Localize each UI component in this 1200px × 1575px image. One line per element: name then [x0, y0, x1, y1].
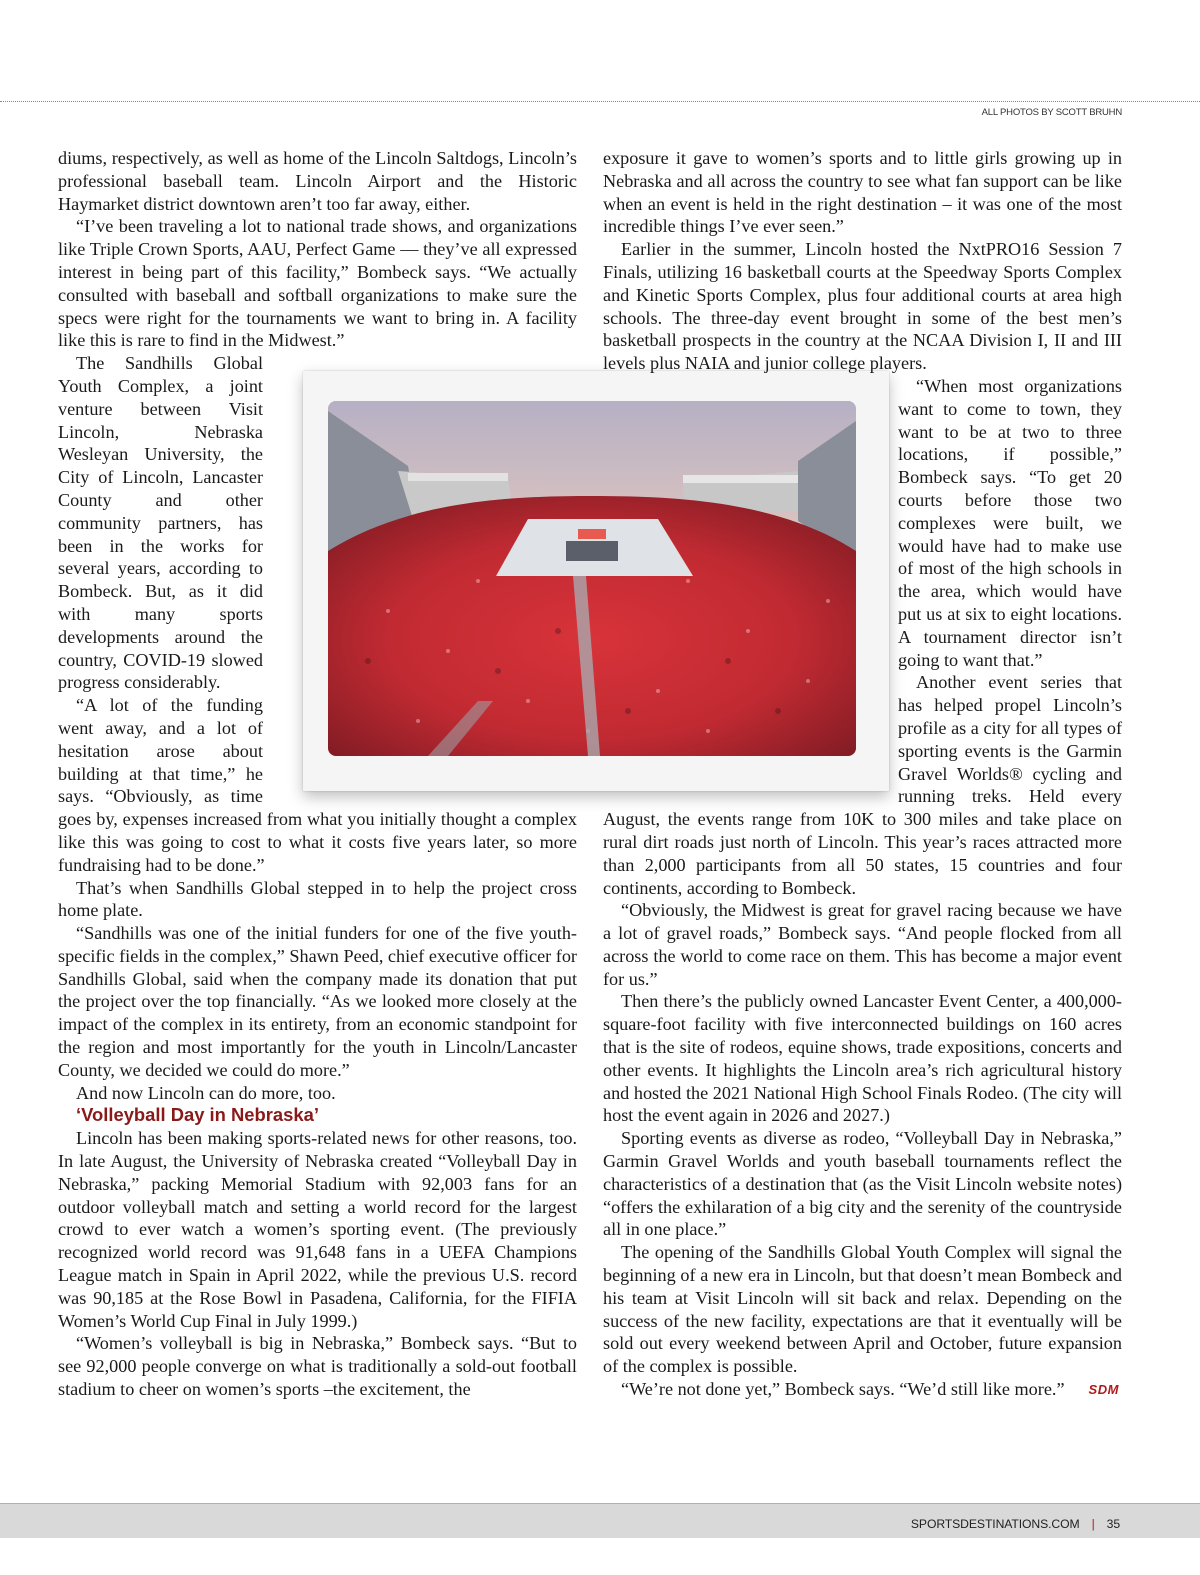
paragraph: The Sandhills Global Youth Complex, a joint venture between Visit Lincoln, Nebraska Wesleyan University, the City of Lincoln, Lancaster County and other community partners, has been in the works for several years, according to Bombeck. But, as it did with many sports developments around the country, COVID-19 slowed progress considerably.: [58, 353, 263, 693]
paragraph: “Sandhills was one of the initial funders for one of the five youth-specific fields in the complex,” Shawn Peed, chief executive officer for Sandhills Global, said when the company made its donation that put the project over the top financially. “As we looked more closely at the impact of the complex in its entirety, from an economic standpoint for the region and most importantly for the youth in Lincoln/Lancaster County, we decided we could do more.”: [58, 923, 577, 1080]
paragraph: Another event series that has helped propel Lincoln’s profile as a city for all types of sporting events is the Garmin Gravel Worlds® cycling and running treks. Held every August, the events range from 10K to 300 miles and take place on rural dirt roads just north of Lincoln. This year’s races attracted more than 2,000 participants from all 50 states, 15 countries and four continents, according to Bombeck.: [603, 672, 1122, 898]
section-subhead: ‘Volleyball Day in Nebraska’: [76, 1104, 319, 1126]
photo-wrap-spacer: [271, 352, 577, 790]
sdm-end-mark: SDM: [1088, 1382, 1119, 1398]
paragraph: “I’ve been traveling a lot to national trade shows, and organizations like Triple Crown Sports, AAU, Perfect Game — they’ve all expressed interest in being part of this facility,” Bombeck says. “We actually consulted with baseball and softball organizations to make sure the specs were right for the tournaments we want to bring in. A facility like this is rare to find in the Midwest.”: [58, 216, 577, 351]
closing-paragraph: [603, 1378, 1122, 1402]
footer: [911, 1517, 1120, 1531]
paragraph: “Women’s volleyball is big in Nebraska,” Bombeck says. “But to see 92,000 people converge on what is traditionally a sold-out football stadium to cheer on women’s sports –the excitement, the: [58, 1333, 577, 1400]
closing-text: “We’re not done yet,” Bombeck says. “We’d still like more.”: [621, 1379, 1065, 1400]
article-right-column: [603, 147, 1122, 1402]
paragraph: exposure it gave to women’s sports and to little girls growing up in Nebraska and all across the country to see what fan support can be like when an event is held in the right destination – it was one of the most incredible things I’ve ever seen.”: [603, 148, 1122, 237]
paragraph: And now Lincoln can do more, too.: [76, 1082, 336, 1103]
paragraph: [603, 238, 1122, 375]
paragraph: Then there’s the publicly owned Lancaster Event Center, a 400,000-square-foot facility with five interconnected buildings on 160 acres that is the site of rodeos, equine shows, trade expositions, concerts and other events. It highlights the Lincoln area’s rich agricultural history and hosted the 2021 National High School Finals Rodeo. (The city will host the event again in 2026 and 2027.): [603, 991, 1122, 1126]
footer-separator: |: [1091, 1517, 1095, 1531]
paragraph: “When most organizations want to come to town, they want to be at two to three locations, if possible,” Bombeck says. “To get 20 courts before those two complexes were built, we would have had to make use of most of the high schools in the area, which would have put us at six to eight locations. A tournament director isn’t going to want that.”: [898, 375, 1122, 670]
paragraph: diums, respectively, as well as home of the Lincoln Saltdogs, Lincoln’s professional baseball team. Lincoln Airport and the Historic Haymarket district downtown aren’t too far away, either.: [58, 148, 577, 214]
paragraph: The opening of the Sandhills Global Youth Complex will signal the beginning of a new era in Lincoln, but that doesn’t mean Bombeck and his team at Visit Lincoln will sit back and relax. Depending on the success of the new facility, expectations are that it eventually will be sold out every weekend between April and October, future expansion of the complex is possible.: [603, 1242, 1122, 1377]
paragraph: Sporting events as diverse as rodeo, “Volleyball Day in Nebraska,” Garmin Gravel Worlds and youth baseball tournaments reflect the characteristics of a destination that (as the Visit Lincoln website notes) “offers the exhilaration of a big city and the serenity of the countryside all in one place.”: [603, 1128, 1122, 1240]
paragraph-text: Earlier in the summer, Lincoln hosted the NxtPRO16 Session 7 Finals, utilizing 16 basketball courts at the Speedway Sports Complex and Kinetic Sports Complex, plus four additional courts at area high schools. The three-day event brought in some of the best men’s basketball prospects in the country at the NCAA Division I, II and III levels plus NAIA and junior college players.: [603, 239, 1122, 374]
photo-credit: ALL PHOTOS BY SCOTT BRUHN: [981, 107, 1122, 118]
header-dotted-rule: [0, 101, 1200, 102]
footer-site-link[interactable]: SPORTSDESTINATIONS.COM: [910, 1517, 1080, 1531]
paragraph: “A lot of the funding went away, and a lot of hesitation arose about building at that time,” he says. “Obviously, as time goes by, expenses increased from what you initially thought a complex like this was going to cost to what it costs five years later, so more fundraising had to be done.”: [58, 695, 577, 875]
paragraph: “Obviously, the Midwest is great for gravel racing because we have a lot of gravel roads,” Bombeck says. “And people flocked from all across the world to come race on them. This has become a major event for us.”: [603, 900, 1122, 989]
article-left-column: [58, 147, 577, 1401]
page-number: 35: [1106, 1517, 1120, 1531]
paragraph: Lincoln has been making sports-related news for other reasons, too. In late August, the University of Nebraska created “Volleyball Day in Nebraska,” packing Memorial Stadium with 92,003 fans for an outdoor volleyball match and setting a world record for the largest crowd to ever watch a women’s sporting event. (The previously recognized world record was 91,648 fans in a UEFA Champions League match in Spain in April 2022, while the previous U.S. record was 90,185 at the Rose Bowl in Pasadena, California, for the FIFIA Women’s World Cup Final in July 1999.): [58, 1128, 577, 1331]
paragraph: That’s when Sandhills Global stepped in to help the project cross home plate.: [58, 877, 577, 921]
photo-wrap-spacer: [603, 375, 890, 795]
